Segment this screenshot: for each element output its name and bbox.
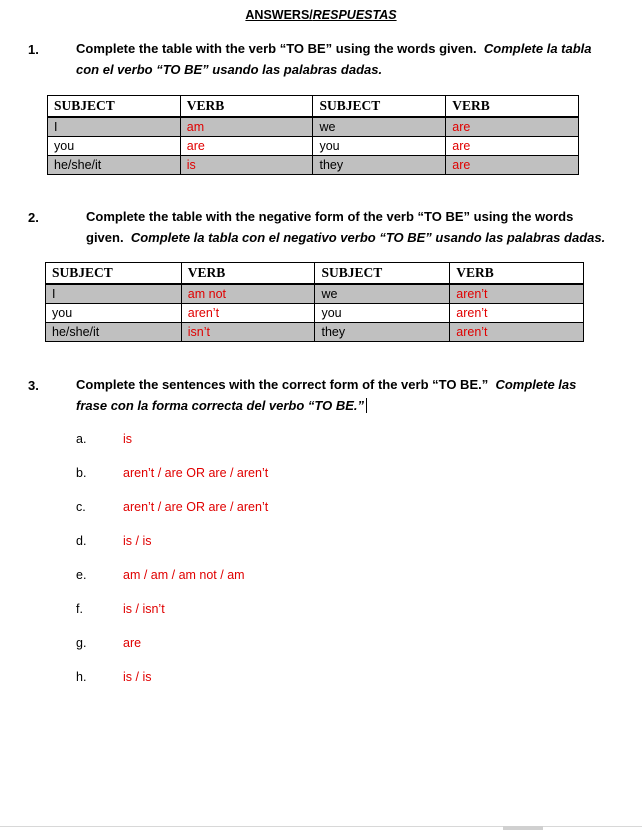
answer-letter: e.	[76, 568, 87, 582]
scrollbar-thumb[interactable]	[503, 826, 543, 830]
table-row	[46, 323, 584, 342]
table-header: VERB	[180, 96, 313, 118]
verb-cell: aren’t	[450, 323, 584, 342]
q3-instruction	[76, 374, 621, 416]
table-header-row	[46, 263, 584, 285]
title-italic: RESPUESTAS	[312, 8, 397, 22]
q1-text-en: Complete the table with the verb “TO BE” using the words given.	[76, 41, 477, 56]
q2-table	[45, 262, 584, 342]
answer-letter: f.	[76, 602, 83, 616]
verb-cell: aren’t	[181, 304, 315, 323]
answer-text: am / am / am not / am	[123, 568, 245, 582]
answer-text: is	[123, 432, 133, 446]
table-row	[46, 304, 584, 323]
text-cursor	[366, 398, 367, 413]
verb-cell: are	[446, 156, 579, 175]
subject-cell: we	[313, 117, 446, 137]
table-header-row	[48, 96, 579, 118]
subject-cell: we	[315, 284, 450, 304]
q2-text-en: given.	[86, 230, 124, 245]
table-header: VERB	[450, 263, 584, 285]
subject-cell: they	[315, 323, 450, 342]
q1-text-es-2: con el verbo “TO BE” usando las palabras dadas.	[76, 62, 383, 77]
table-header: SUBJECT	[313, 96, 446, 118]
verb-cell: am not	[181, 284, 315, 304]
answer-letter: h.	[76, 670, 87, 684]
q3-text-es-2: frase con la forma correcta del verbo “TO BE.”	[76, 398, 365, 413]
q1-number: 1.	[28, 42, 39, 57]
table-row	[46, 284, 584, 304]
q1-table	[47, 95, 579, 175]
table-header: SUBJECT	[48, 96, 181, 118]
q3-text-en: Complete the sentences with the correct form of the verb “TO BE.”	[76, 377, 489, 392]
table-header: SUBJECT	[46, 263, 182, 285]
page-title	[0, 8, 642, 22]
verb-cell: is	[180, 156, 313, 175]
subject-cell: you	[48, 137, 181, 156]
subject-cell: you	[313, 137, 446, 156]
table-row	[48, 156, 579, 175]
answer-text: aren’t / are OR are / aren’t	[123, 466, 269, 480]
verb-cell: aren’t	[450, 284, 584, 304]
table-header: VERB	[446, 96, 579, 118]
verb-cell: are	[446, 137, 579, 156]
table-header: VERB	[181, 263, 315, 285]
subject-cell: he/she/it	[48, 156, 181, 175]
q2-text-line1: Complete the table with the negative form of the verb “TO BE” using the words	[86, 209, 574, 224]
table-row	[48, 117, 579, 137]
verb-cell: am	[180, 117, 313, 137]
subject-cell: I	[46, 284, 182, 304]
verb-cell: isn’t	[181, 323, 315, 342]
subject-cell: I	[48, 117, 181, 137]
subject-cell: they	[313, 156, 446, 175]
table-row	[48, 137, 579, 156]
verb-cell: aren’t	[450, 304, 584, 323]
q2-number: 2.	[28, 210, 39, 225]
q2-text-es: Complete la tabla con el negativo verbo “TO BE” usando las palabras dadas.	[130, 230, 606, 245]
q2-instruction	[86, 206, 631, 248]
verb-cell: are	[446, 117, 579, 137]
table-header: SUBJECT	[315, 263, 450, 285]
q3-number: 3.	[28, 378, 39, 393]
answer-text: aren’t / are OR are / aren’t	[123, 500, 269, 514]
q3-text-es-1: Complete las	[495, 377, 577, 392]
q1-text-es-1: Complete la tabla	[483, 41, 592, 56]
answer-letter: c.	[76, 500, 86, 514]
q1-instruction	[76, 38, 621, 80]
answer-text: is / isn’t	[123, 602, 165, 616]
verb-cell: are	[180, 137, 313, 156]
title-main: ANSWERS/	[245, 8, 313, 22]
page-bottom-divider	[0, 826, 642, 827]
subject-cell: you	[315, 304, 450, 323]
subject-cell: he/she/it	[46, 323, 182, 342]
answer-text: are	[123, 636, 142, 650]
answer-letter: d.	[76, 534, 87, 548]
subject-cell: you	[46, 304, 182, 323]
answer-text: is / is	[123, 534, 152, 548]
answer-text: is / is	[123, 670, 152, 684]
answer-letter: b.	[76, 466, 87, 480]
answer-letter: a.	[76, 432, 87, 446]
answer-letter: g.	[76, 636, 87, 650]
